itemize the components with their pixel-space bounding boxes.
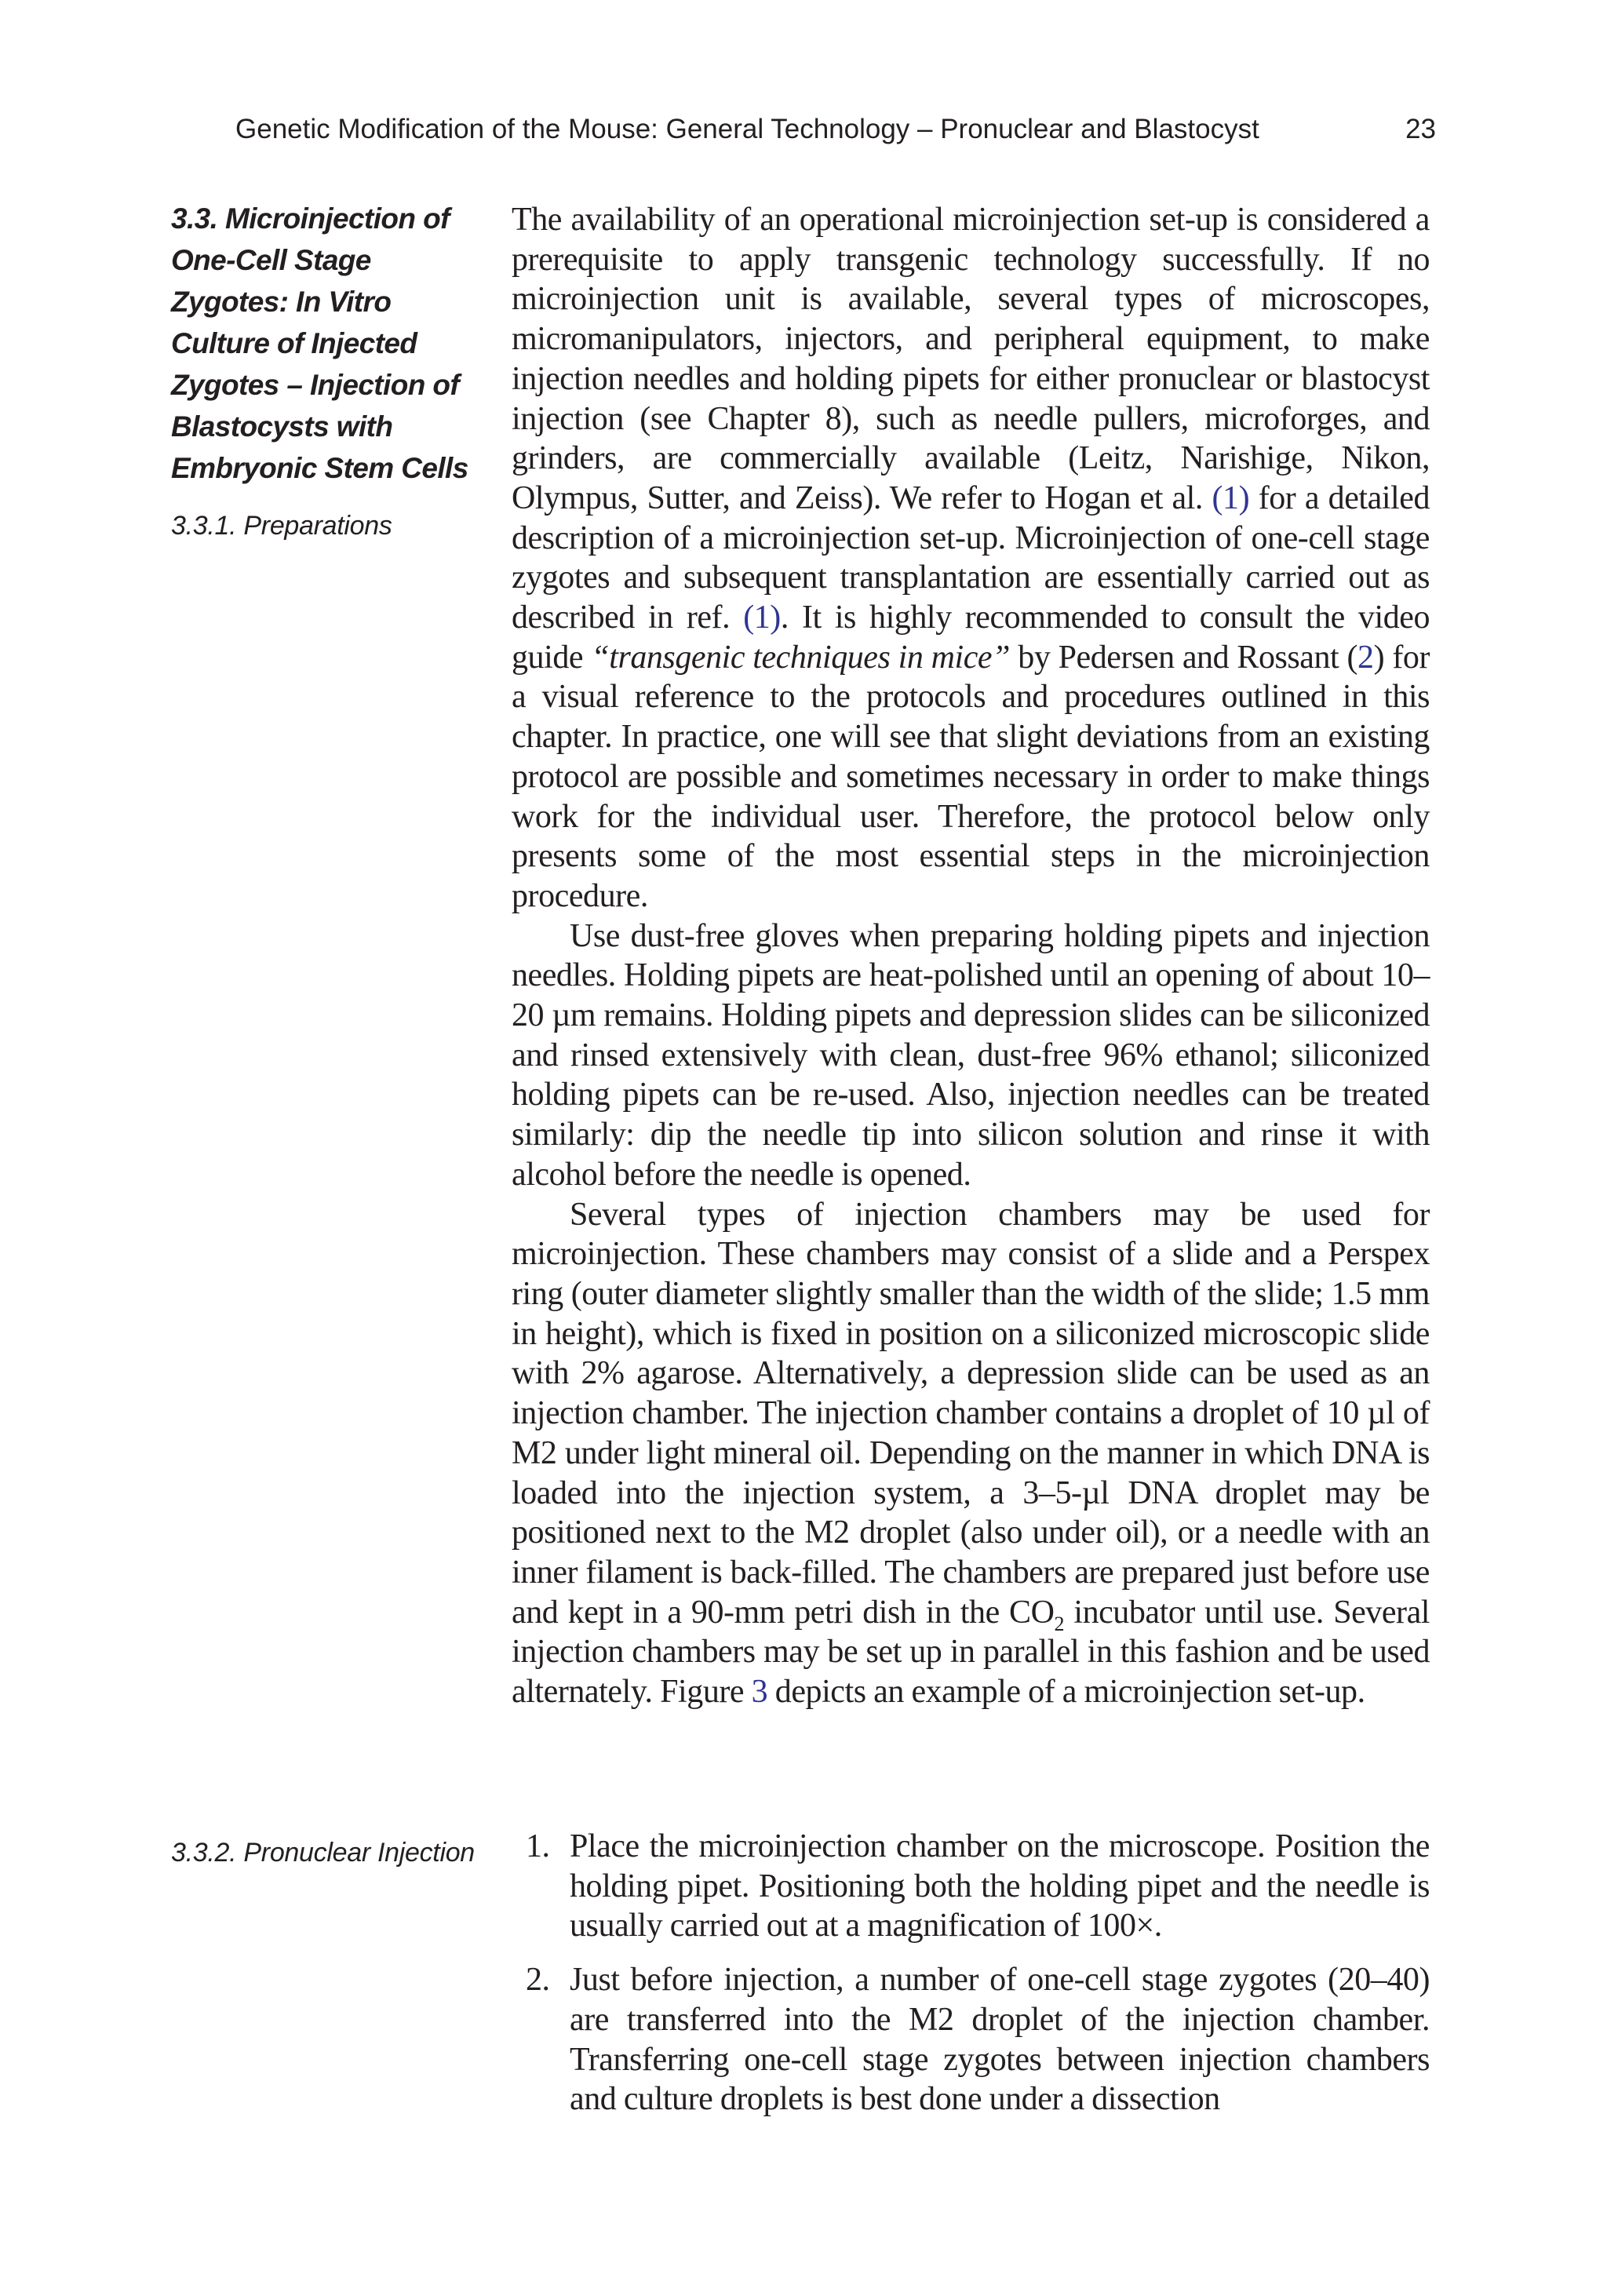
figure-link[interactable]: 3 bbox=[751, 1674, 768, 1711]
paragraph-1 bbox=[512, 200, 1430, 917]
section-heading: 3.3. Microinjection of One-Cell Stage Zygotes: In Vitro Culture of Injected Zygotes – Injection of Blastocysts with Embryonic Stem Cells bbox=[171, 202, 468, 484]
subsection-heading-preparations: 3.3.1. Preparations bbox=[171, 511, 392, 541]
list-text: Place the microinjection chamber on the microscope. Position the holding pipet. Positioning both the holding pipet and the needle is usually carried out at a magnification of 100×. bbox=[570, 1828, 1430, 1944]
page-number: 23 bbox=[1405, 114, 1436, 144]
text-run: . It is highly recommended to consult the video guide bbox=[512, 600, 1430, 676]
text-run: The availability of an operational microinjection set-up is considered a prerequisite to apply transgenic technology successfully. If no microinjection unit is available, several types of microscopes, micromanipulators, injectors, and peripheral equipment, to make injection needles and holding pipets for either pronuclear or blastocyst injection (see Chapter 8), such as needle pullers, microforges, and grinders, are commercially available (Leitz, Narishige, Nikon, Olympus, Sutter, and Zeiss). We refer to Hogan et al. bbox=[512, 202, 1430, 516]
reference-link[interactable]: (1) bbox=[1212, 479, 1250, 516]
body-text bbox=[512, 200, 1430, 1712]
list-number: 1. bbox=[526, 1828, 550, 1864]
text-run: depicts an example of a microinjection set-up. bbox=[767, 1674, 1365, 1711]
subscript: 2 bbox=[1054, 1612, 1065, 1635]
reference-link[interactable]: (1) bbox=[743, 600, 781, 636]
text-run: by Pedersen and Rossant ( bbox=[1010, 639, 1358, 676]
numbered-list bbox=[512, 1827, 1430, 2119]
text-run: Several types of injection chambers may be used for microinjection. These chambers may consist of a slide and a Perspex ring (outer diameter slightly smaller than the width of the slide; 1.5 mm in height), which is fixed in position on a siliconized microscopic slide with 2% agarose. Alternatively, a depression slide can be used as an injection chamber. The injection chamber contains a droplet of 10 µl of M2 under light mineral oil. Depending on the manner in which DNA is loaded into the injection system, a 3–5-µl DNA droplet may be positioned next to the M2 droplet (also under oil), or a needle with an inner filament is back-filled. The chambers are prepared just before use and kept in a 90-mm petri dish in the CO bbox=[512, 1196, 1430, 1631]
text-run: for a detailed description of a microinjection set-up. Microinjection of one-cell stage zygotes and subsequent transplantation are essentially carried out as described in ref. bbox=[512, 479, 1430, 636]
list-item bbox=[512, 1960, 1430, 2119]
list-item bbox=[512, 1827, 1430, 1946]
text-run: incubator until use. Several injection chambers may be set up in parallel in this fashion and be used alternately. Figure bbox=[512, 1594, 1430, 1711]
list-number: 2. bbox=[526, 1962, 550, 1999]
paragraph-2: Use dust-free gloves when preparing holding pipets and injection needles. Holding pipets are heat-polished until an opening of about 10–20 µm remains. Holding pipets and depression slides can be siliconized and rinsed extensively with clean, dust-free 96% ethanol; siliconized holding pipets can be re-used. Also, injection needles can be treated similarly: dip the needle tip into silicon solution and rinse it with alcohol before the needle is opened. bbox=[512, 917, 1430, 1193]
reference-link[interactable]: 2 bbox=[1357, 639, 1374, 676]
subsection-heading-pronuclear-injection: 3.3.2. Pronuclear Injection bbox=[171, 1838, 475, 1868]
running-head-title: Genetic Modification of the Mouse: General Technology – Pronuclear and Blastocyst bbox=[235, 114, 1259, 144]
list-text: Just before injection, a number of one-cell stage zygotes (20–40) are transferred into the M2 droplet of the injection chamber. Transferring one-cell stage zygotes between injection chambers and culture droplets is best done under a dissection bbox=[570, 1962, 1430, 2118]
video-guide-title: “transgenic techniques in mice” bbox=[591, 639, 1011, 676]
paragraph-3 bbox=[512, 1195, 1430, 1712]
text-run: ) for a visual reference to the protocols and procedures outlined in this chapter. In practice, one will see that slight deviations from an existing protocol are possible and sometimes necessary in order to make things work for the individual user. Therefore, the protocol below only presents some of the most essential steps in the microinjection procedure. bbox=[512, 639, 1430, 914]
